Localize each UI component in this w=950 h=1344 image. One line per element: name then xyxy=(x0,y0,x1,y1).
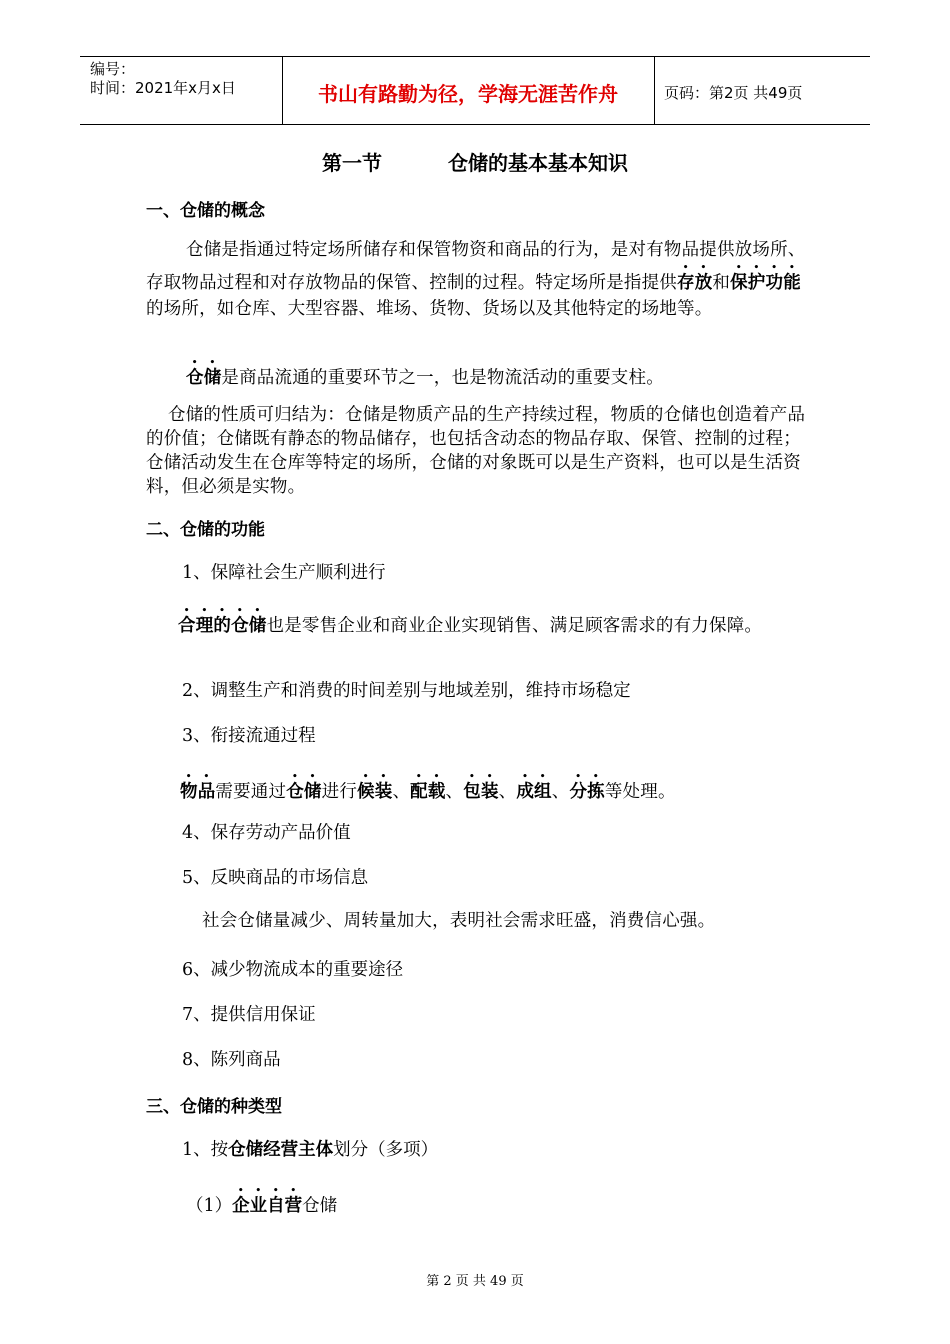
sep-4: 、 xyxy=(551,782,570,802)
emph-operating-subject: 仓储经营主体 xyxy=(228,1140,334,1160)
importance-paragraph xyxy=(186,358,851,391)
sub-1-suffix: 仓储 xyxy=(302,1196,338,1216)
type-1-prefix: 1、按 xyxy=(182,1140,229,1160)
concept-paragraph xyxy=(146,237,811,322)
header-page-info: 页码：第2页 共49页 xyxy=(664,84,803,102)
page-footer: 第 2 页 共 49 页 xyxy=(426,1274,524,1289)
concept-text-c: 和 xyxy=(712,273,731,293)
type-sub-item-1 xyxy=(186,1186,337,1217)
function-item-3: 3、衔接流通过程 xyxy=(182,726,316,746)
emph-reasonable-storage: 合理的仓储 xyxy=(178,616,267,636)
section-number: 第一节 xyxy=(322,151,382,175)
header-left-cell xyxy=(90,60,236,98)
emph-warehousing: 仓储 xyxy=(186,368,222,388)
type-item-1 xyxy=(182,1136,438,1161)
heading-functions: 二、仓储的功能 xyxy=(146,520,265,540)
emph-waiting-load: 候装 xyxy=(357,782,393,802)
function-3-text-b: 进行 xyxy=(321,782,358,802)
emph-stowage: 配载 xyxy=(410,782,446,802)
concept-text-d: 的场所，如仓库、大型容器、堆场、货物、货场以及其他特定的场地等。 xyxy=(146,299,713,319)
function-3-text-a: 需要通过 xyxy=(215,782,287,802)
function-item-4: 4、保存劳动产品价值 xyxy=(182,823,351,843)
function-item-5: 5、反映商品的市场信息 xyxy=(182,868,369,888)
emph-goods: 物品 xyxy=(180,782,216,802)
heading-concept: 一、仓储的概念 xyxy=(146,201,265,221)
function-item-2: 2、调整生产和消费的时间差别与地域差别，维持市场稳定 xyxy=(182,681,631,701)
emph-packaging: 包装 xyxy=(463,782,499,802)
header-time-label: 时间：2021年x月x日 xyxy=(90,79,236,97)
sub-1-prefix: （1） xyxy=(186,1196,233,1216)
function-5-text: 社会仓储量减少、周转量加大，表明社会需求旺盛，消费信心强。 xyxy=(202,911,716,931)
header-bottom-rule xyxy=(80,124,870,125)
function-3-text xyxy=(180,772,845,805)
emph-storage: 存放 xyxy=(677,273,713,293)
sep-2: 、 xyxy=(445,782,464,802)
emph-self-operated: 企业自营 xyxy=(232,1196,303,1216)
sep-3: 、 xyxy=(498,782,517,802)
type-1-suffix: 划分（多项） xyxy=(333,1140,439,1160)
emph-warehousing-2: 仓储 xyxy=(286,782,322,802)
heading-types: 三、仓储的种类型 xyxy=(146,1097,282,1117)
function-3-text-c: 等处理。 xyxy=(604,782,676,802)
header-top-rule xyxy=(80,56,870,57)
nature-paragraph: 仓储的性质可归结为：仓储是物质产品的生产持续过程，物质的仓储也创造着产品的价值；仓储既有静态的物品储存，也包括含动态的物品存取、保管、控制的过程；仓储活动发生在仓库等特定的场所，仓储的对象既可以是生产资料，也可以是生活资料，但必须是实物。 xyxy=(146,405,806,497)
sep-1: 、 xyxy=(392,782,411,802)
header-motto: 书山有路勤为径，学海无涯苦作舟 xyxy=(318,82,618,106)
header-divider-right xyxy=(654,56,655,124)
function-1-text xyxy=(146,606,811,639)
function-item-6: 6、减少物流成本的重要途径 xyxy=(182,960,404,980)
concept-text-a: 仓储是指通过特定场所储存和保管物资和商品的行为，是对有物品提供放场所、存取物品过程和对存放物品的保管、控制的过程。特定场所是指提供 xyxy=(146,240,806,293)
function-item-7: 7、提供信用保证 xyxy=(182,1005,316,1025)
function-item-1: 1、保障社会生产顺利进行 xyxy=(182,563,386,583)
function-1-rest: 也是零售企业和商业企业实现销售、满足顾客需求的有力保障。 xyxy=(266,616,763,636)
function-item-8: 8、陈列商品 xyxy=(182,1050,281,1070)
section-title xyxy=(0,147,950,176)
importance-text: 是商品流通的重要环节之一，也是物流活动的重要支柱。 xyxy=(221,368,664,388)
emph-grouping: 成组 xyxy=(516,782,552,802)
section-name: 仓储的基本基本知识 xyxy=(448,151,628,175)
emph-protection: 保护功能 xyxy=(730,273,801,293)
emph-sorting: 分拣 xyxy=(569,782,605,802)
header-number-label: 编号： xyxy=(90,60,136,78)
